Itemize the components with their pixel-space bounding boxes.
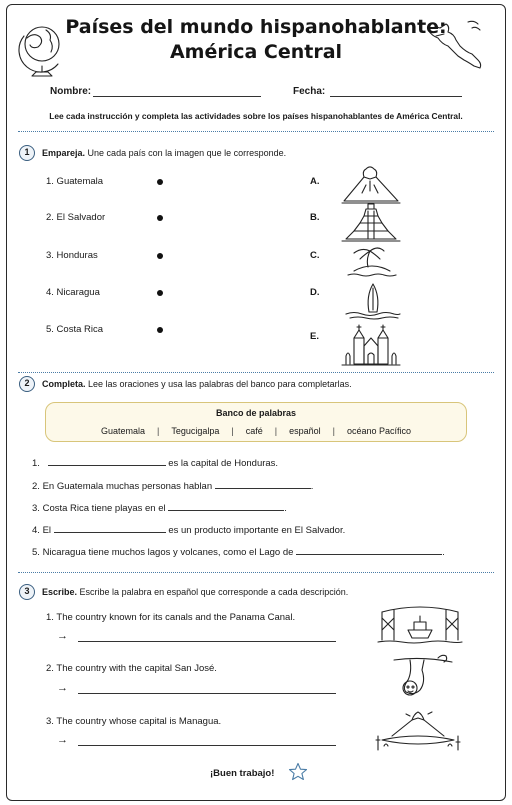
pyramid-icon: [340, 203, 402, 243]
divider: [18, 131, 494, 132]
match-dot[interactable]: [157, 253, 163, 259]
bank-separator: |: [332, 426, 335, 436]
sentence-number: 5.: [32, 547, 40, 558]
sentence-5: [32, 546, 445, 558]
answer-blank[interactable]: [48, 457, 166, 466]
answer-blank[interactable]: [296, 546, 442, 555]
arrow-icon: →: [57, 682, 68, 694]
sentence-punct: .: [284, 503, 287, 514]
describe-item: 2. The country with the capital San José.: [46, 663, 217, 674]
match-letter: B.: [310, 212, 320, 223]
sentence-number: 2.: [32, 481, 40, 492]
arrow-icon: →: [57, 734, 68, 746]
volcano-icon: [340, 165, 402, 205]
island-palm-icon: [344, 243, 400, 281]
footer-message: ¡Buen trabajo!: [210, 768, 275, 779]
section-2-text: Lee las oraciones y usa las palabras del banco para completarlas.: [88, 379, 352, 389]
sentence-text: es un producto importante en El Salvador.: [168, 525, 346, 536]
section-3-heading: [42, 587, 348, 597]
sentence-punct: .: [442, 547, 445, 558]
bank-separator: |: [231, 426, 234, 436]
answer-line[interactable]: [78, 641, 336, 642]
sloth-icon: [388, 652, 458, 700]
match-dot[interactable]: [157, 290, 163, 296]
bank-word: Tegucigalpa: [171, 426, 220, 436]
bank-word: océano Pacífico: [346, 426, 412, 436]
divider: [18, 372, 494, 373]
bank-word: español: [289, 426, 321, 436]
fecha-field[interactable]: [330, 96, 462, 97]
sentence-1: [32, 457, 278, 469]
sentence-number: 4.: [32, 525, 40, 536]
answer-line[interactable]: [78, 745, 336, 746]
bank-separator: |: [157, 426, 160, 436]
section-3-text: Escribe la palabra en español que corresponde a cada descripción.: [79, 587, 349, 597]
nombre-field[interactable]: [93, 96, 261, 97]
answer-line[interactable]: [78, 693, 336, 694]
section-1-heading: [42, 148, 286, 158]
sentence-text: El: [42, 525, 52, 536]
match-item: 5. Costa Rica: [46, 324, 104, 335]
word-bank-words: [46, 426, 466, 436]
sentence-number: 1.: [32, 458, 40, 469]
fecha-label: Fecha:: [293, 86, 326, 97]
match-item: 4. Nicaragua: [46, 287, 100, 298]
section-2-badge: 2: [19, 376, 35, 392]
answer-blank[interactable]: [54, 524, 166, 533]
bank-word: café: [245, 426, 263, 436]
match-dot[interactable]: [157, 215, 163, 221]
sentence-text: es la capital de Honduras.: [168, 458, 279, 469]
star-icon: [288, 762, 308, 782]
canal-ship-icon: [374, 600, 466, 650]
match-item: 1. Guatemala: [46, 176, 104, 187]
section-1-title: Empareja.: [42, 148, 86, 158]
word-bank: [45, 402, 467, 442]
match-letter: E.: [310, 331, 319, 342]
sentence-text: En Guatemala muchas personas hablan: [42, 481, 213, 492]
answer-blank[interactable]: [215, 480, 311, 489]
word-bank-title: Banco de palabras: [215, 408, 297, 418]
bank-separator: |: [274, 426, 278, 436]
divider: [18, 572, 494, 573]
sentence-punct: .: [310, 481, 314, 492]
match-dot[interactable]: [157, 179, 163, 185]
match-dot[interactable]: [157, 327, 163, 333]
match-item: 3. Honduras: [46, 250, 98, 261]
sentence-text: Costa Rica tiene playas en el: [42, 503, 166, 514]
bank-word: Guatemala: [100, 426, 145, 436]
surfboard-icon: [344, 282, 402, 322]
section-1-text: Une cada país con la imagen que le corresponde.: [87, 148, 287, 158]
arrow-icon: →: [57, 630, 68, 642]
sentence-4: [32, 524, 345, 536]
answer-blank[interactable]: [168, 502, 284, 511]
match-letter: A.: [310, 176, 320, 187]
section-2-title: Completa.: [42, 379, 86, 389]
describe-item: 1. The country known for its canals and the Panama Canal.: [46, 612, 296, 623]
sentence-3: [32, 502, 287, 514]
sentence-2: [32, 480, 313, 492]
section-2-heading: [42, 379, 352, 389]
page-subtitle: América Central: [169, 41, 343, 63]
match-letter: C.: [310, 250, 320, 261]
section-3-badge: 3: [19, 584, 35, 600]
sentence-number: 3.: [32, 503, 40, 514]
instructions: Lee cada instrucción y completa las actividades sobre los países hispanohablantes de América Central.: [49, 111, 463, 121]
match-item: 2. El Salvador: [46, 212, 106, 223]
lake-volcano-icon: [372, 706, 464, 754]
sentence-text: Nicaragua tiene muchos lagos y volcanes, como el Lago de: [42, 547, 294, 558]
describe-item: 3. The country whose capital is Managua.: [46, 716, 222, 727]
church-icon: [340, 322, 402, 368]
section-1-badge: 1: [19, 145, 35, 161]
nombre-label: Nombre:: [50, 86, 92, 97]
match-letter: D.: [310, 287, 320, 298]
section-3-title: Escribe.: [42, 587, 78, 597]
page-title: Países del mundo hispanohablante:: [65, 16, 447, 38]
